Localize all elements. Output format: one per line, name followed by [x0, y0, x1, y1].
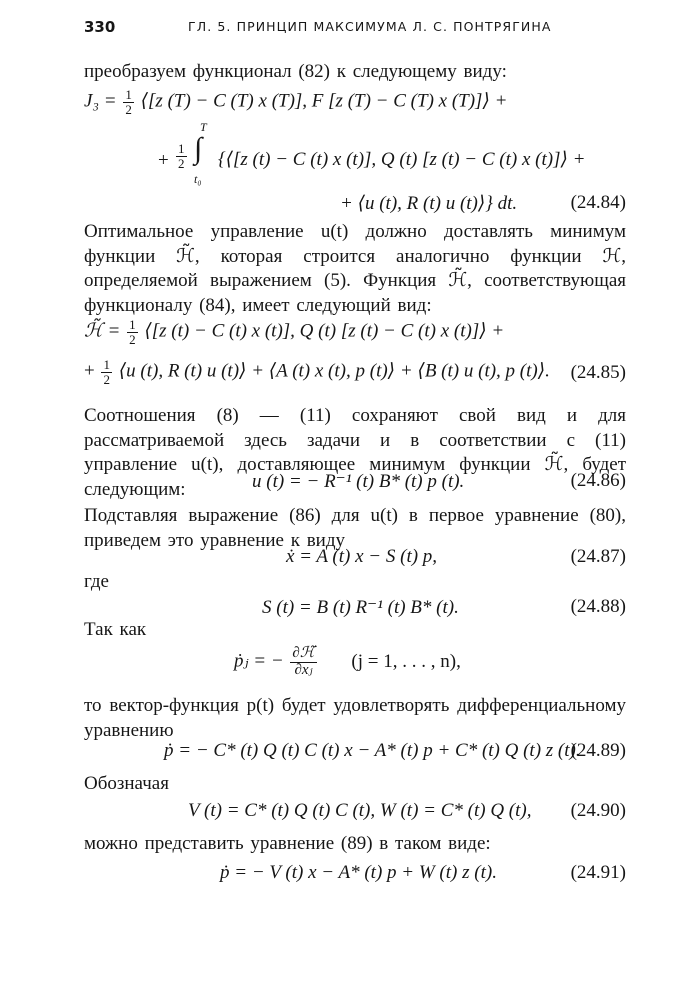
paragraph-2: Оптимальное управление u(t) должно доставлять минимум функции ℋ̃, которая строится аналогично функции ℋ, определяемой выражением (5). Функция ℋ̃, соответствующая функционалу (84), имеет следующий вид:	[84, 221, 626, 317]
equation-24-84-line-1	[84, 88, 507, 116]
equation-24-85-line-2	[84, 358, 550, 386]
eq85-half-fraction: $\frac{1}{2}$	[129, 317, 136, 347]
equation-number-24-87: (24.87)	[570, 546, 626, 567]
eq-pj-partial-fraction: $\frac{\text{∂ℋ̃}}{\text{∂xⱼ}}$	[292, 645, 315, 678]
equation-24-85-line-1	[84, 318, 504, 346]
equation-24-90: V (t) = C* (t) Q (t) C (t), W (t) = C* (t) Q (t),	[188, 800, 532, 821]
paragraph-4: Подставляя выражение (86) для u(t) в первое уравнение (80), приведем это уравнение к виду	[84, 505, 626, 551]
equation-24-86: u (t) = − R⁻¹ (t) B* (t) p (t).	[252, 471, 465, 492]
running-header	[84, 18, 638, 42]
paragraph-6: Так как	[84, 619, 147, 640]
eq85-line-2-body: ⟨u (t), R (t) u (t)⟩ + ⟨A (t) x (t), p (t)⟩ + ⟨B (t) u (t), p (t)⟩.	[118, 360, 550, 382]
eq84-half-fraction-2: $\frac{1}{2}$	[178, 141, 185, 171]
eq84-integral-upper-limit: T	[200, 120, 207, 134]
eq85-half-fraction-2: $\frac{1}{2}$	[103, 357, 110, 387]
equation-number-24-89: (24.89)	[570, 740, 626, 761]
paragraph-1: преобразуем функционал (82) к следующему виду:	[84, 61, 507, 82]
paragraph-5: где	[84, 571, 109, 592]
integral-sign: ∫	[194, 132, 203, 165]
equation-number-24-86: (24.86)	[570, 470, 626, 491]
equation-24-89: ṗ = − C* (t) Q (t) C (t) x − A* (t) p + C* (t) Q (t) z (t).	[164, 740, 581, 761]
paragraph-7: то вектор-функция p(t) будет удовлетворять дифференциальному уравнению	[84, 695, 626, 741]
running-title: ГЛ. 5. ПРИНЦИП МАКСИМУМА Л. С. ПОНТРЯГИНА	[188, 19, 552, 34]
paragraph-8: Обозначая	[84, 773, 169, 794]
page-number: 330	[84, 18, 116, 36]
equation-number-24-90: (24.90)	[570, 800, 626, 821]
eq85-plus: +	[84, 360, 95, 382]
paragraph-3: Соотношения (8) — (11) сохраняют свой вид и для рассматриваемой здесь задачи и в соответствии с (11) управление u(t), доставляющее минимум функции ℋ̃, будет следующим:	[84, 405, 626, 501]
eq85-lhs: ℋ̃ =	[84, 320, 121, 342]
equation-24-87: ẋ = A (t) x − S (t) p,	[286, 546, 438, 567]
eq84-lhs: J₃ =	[84, 90, 117, 112]
equation-24-84-line-3: + ⟨u (t), R (t) u (t)⟩} dt.	[340, 193, 518, 214]
paragraph-9: можно представить уравнение (89) в таком виде:	[84, 833, 491, 854]
eq84-line-2-body: {⟨[z (t) − C (t) x (t)], Q (t) [z (t) − C (t) x (t)]⟩ +	[218, 149, 586, 170]
eq85-line-1-rhs: ⟨[z (t) − C (t) x (t)], Q (t) [z (t) − C (t) x (t)]⟩ +	[144, 320, 505, 342]
eq84-plus: +	[158, 150, 169, 171]
equation-number-24-85: (24.85)	[570, 362, 626, 383]
equation-24-91: ṗ = − V (t) x − A* (t) p + W (t) z (t).	[220, 862, 497, 883]
eq-pj-condition: (j = 1, . . . , n),	[351, 650, 461, 672]
equation-number-24-84: (24.84)	[570, 192, 626, 213]
eq-pj-lhs: ṗⱼ = −	[234, 650, 284, 672]
eq84-half-fraction: $\frac{1}{2}$	[125, 87, 132, 117]
equation-24-88: S (t) = B (t) R⁻¹ (t) B* (t).	[262, 597, 459, 618]
equation-number-24-91: (24.91)	[570, 862, 626, 883]
eq84-integral-lower-limit: t₀	[194, 172, 202, 186]
equation-number-24-88: (24.88)	[570, 596, 626, 617]
eq84-line-1-rhs: ⟨[z (T) − C (T) x (T)], F [z (T) − C (T) x (T)]⟩ +	[140, 90, 508, 112]
equation-pj	[234, 646, 461, 679]
